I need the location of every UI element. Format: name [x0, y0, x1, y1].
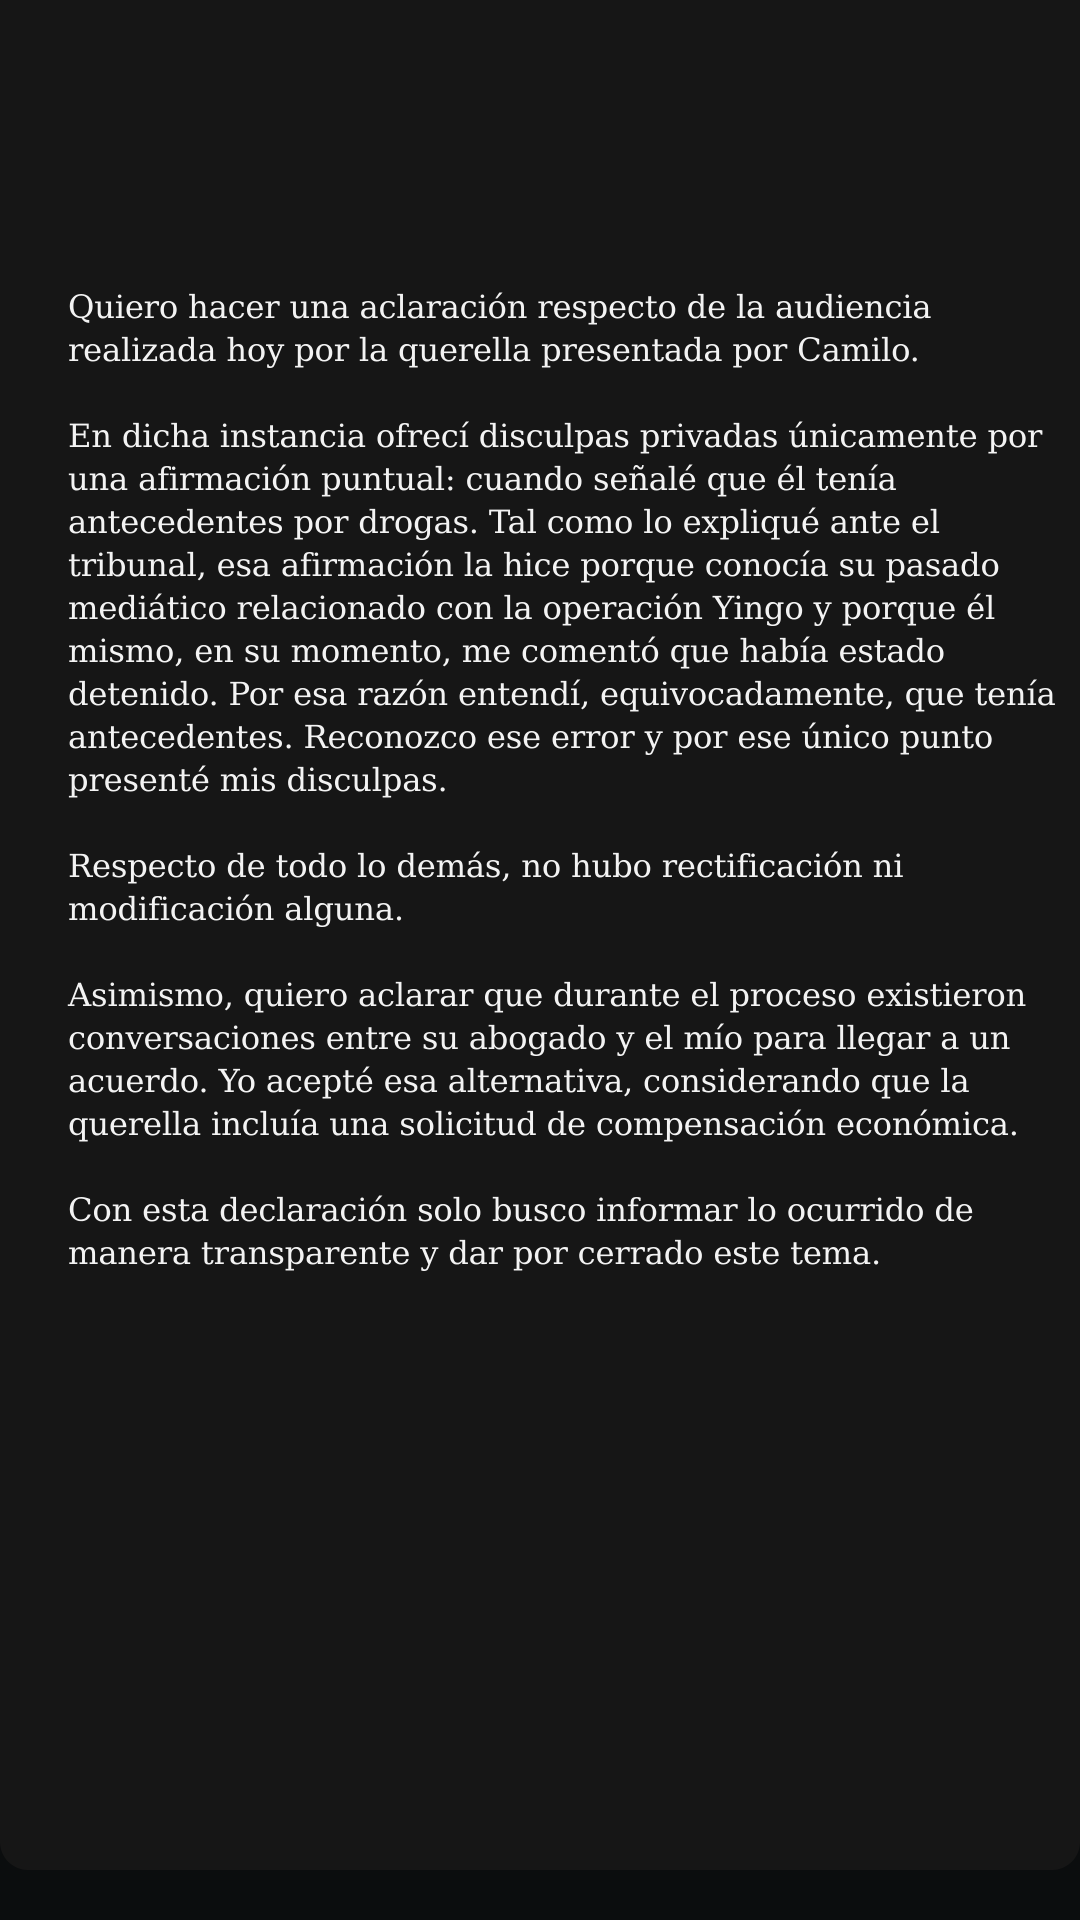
statement-line: mismo, en su momento, me comentó que había estado [68, 632, 945, 670]
statement-line: Asimismo, quiero aclarar que durante el proceso existieron [68, 976, 1027, 1014]
statement-line: acuerdo. Yo acepté esa alternativa, considerando que la [68, 1062, 970, 1100]
statement-line: tribunal, esa afirmación la hice porque conocía su pasado [68, 546, 1000, 584]
statement-paragraph [68, 415, 1056, 802]
statement-line: Quiero hacer una aclaración respecto de la audiencia [68, 288, 932, 326]
statement-line: conversaciones entre su abogado y el mío para llegar a un [68, 1019, 1011, 1057]
statement-line: manera transparente y dar por cerrado este tema. [68, 1234, 882, 1272]
statement-line: mediático relacionado con la operación Yingo y porque él [68, 589, 996, 627]
statement-line: detenido. Por esa razón entendí, equivocadamente, que tenía [68, 675, 1056, 713]
statement-line: realizada hoy por la querella presentada por Camilo. [68, 331, 920, 369]
statement-paragraph [68, 1189, 1048, 1275]
statement-line: querella incluía una solicitud de compensación económica. [68, 1105, 1019, 1143]
statement-line: modificación alguna. [68, 890, 404, 928]
statement-paragraph [68, 974, 1048, 1146]
statement-line: Respecto de todo lo demás, no hubo rectificación ni [68, 847, 904, 885]
statement-line: Con esta declaración solo busco informar lo ocurrido de [68, 1191, 974, 1229]
statement-line: antecedentes. Reconozco ese error y por ese único punto [68, 718, 994, 756]
statement-line: antecedentes por drogas. Tal como lo expliqué ante el [68, 503, 940, 541]
statement-line: una afirmación puntual: cuando señalé que él tenía [68, 460, 897, 498]
bottom-bar [0, 1870, 1080, 1920]
statement-line: presenté mis disculpas. [68, 761, 448, 799]
statement-paragraph [68, 845, 1048, 931]
statement-text [68, 286, 1056, 1318]
statement-line: En dicha instancia ofrecí disculpas privadas únicamente por [68, 417, 1043, 455]
statement-paragraph [68, 286, 1048, 372]
